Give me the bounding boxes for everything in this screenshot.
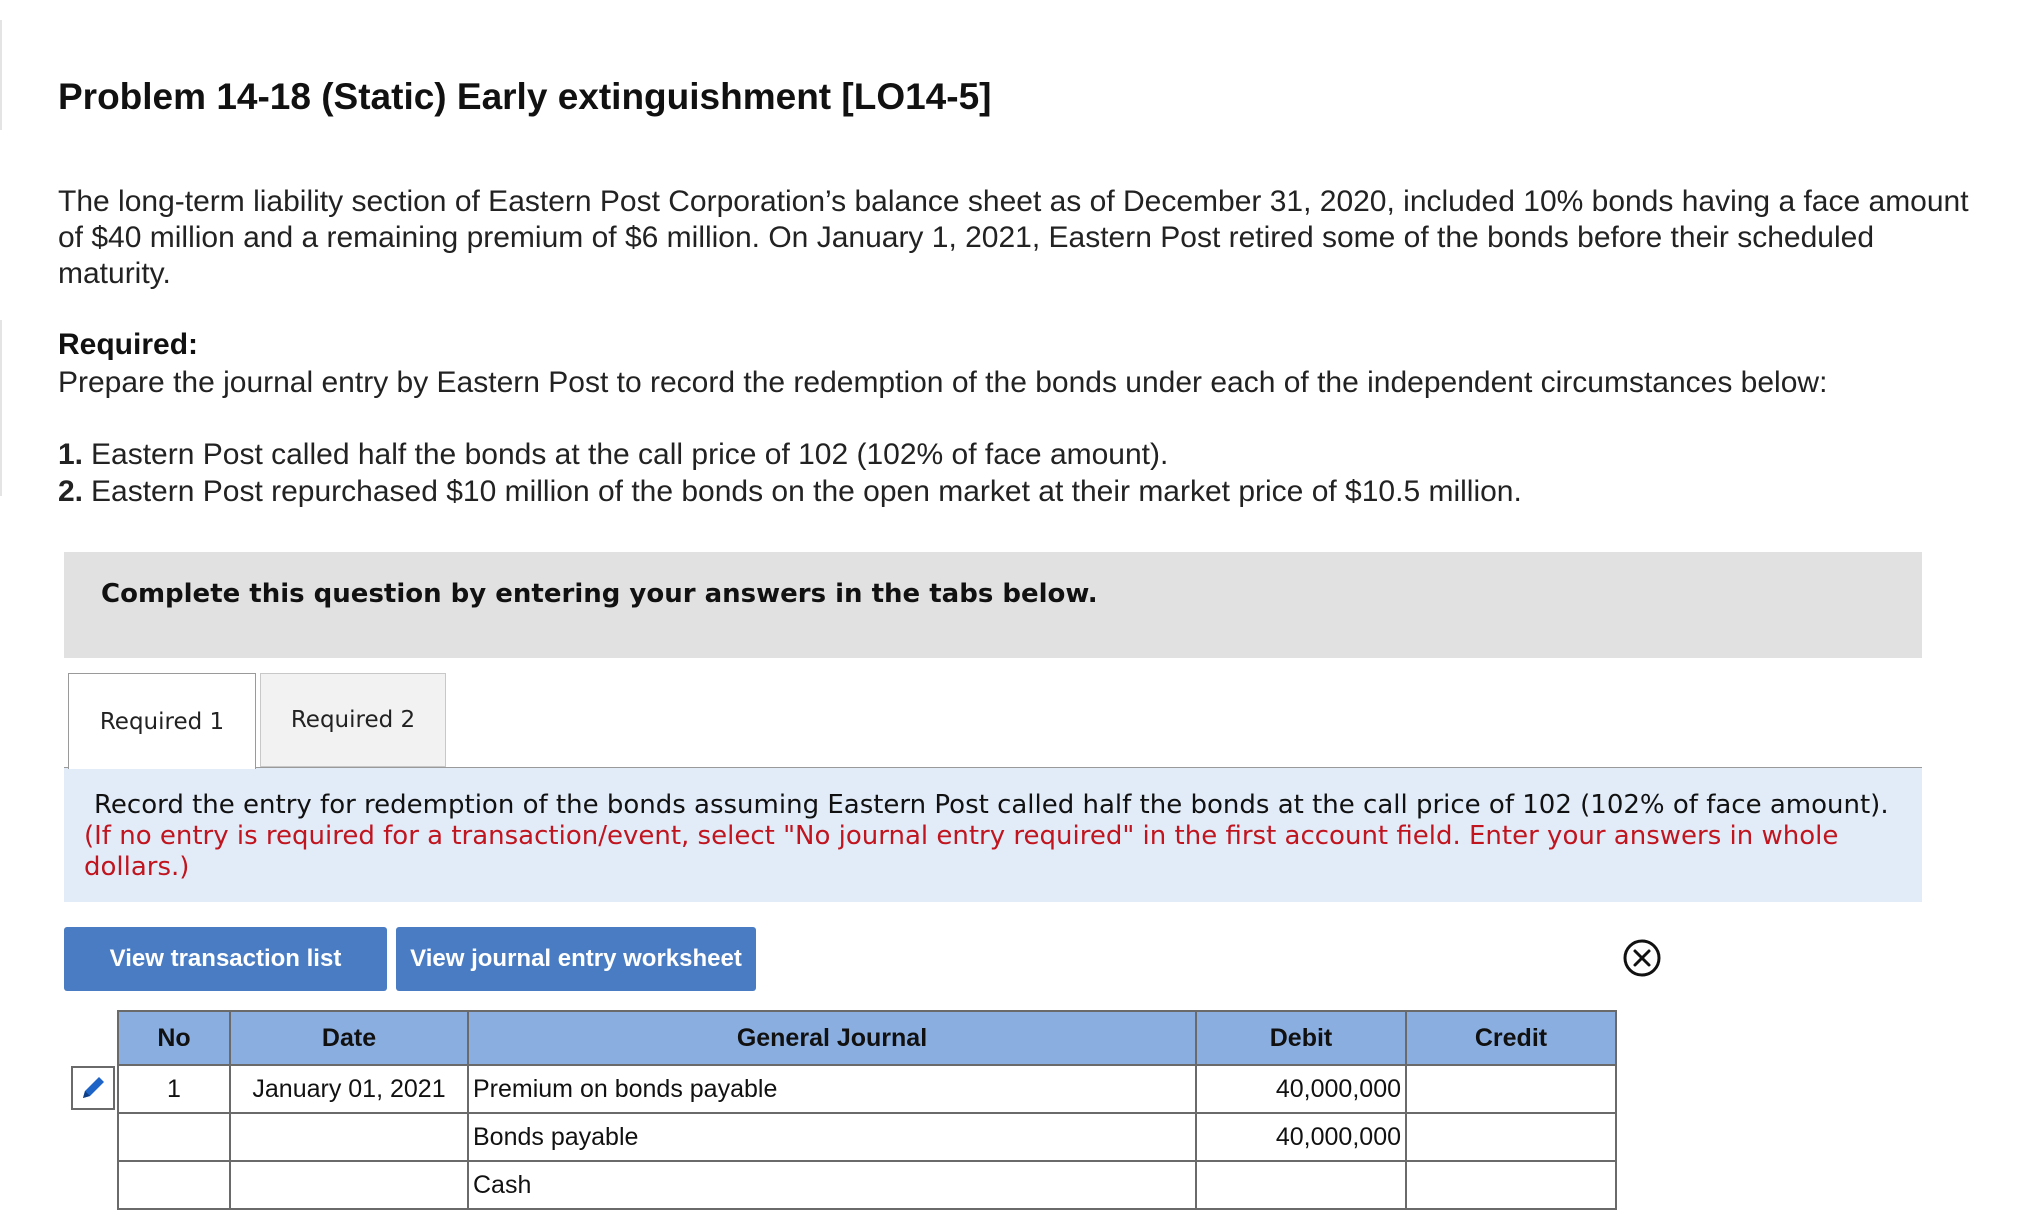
header-date: Date — [230, 1011, 468, 1065]
tab-required-1[interactable] — [68, 673, 256, 769]
instructions-banner — [64, 552, 1922, 658]
entry-number — [118, 1161, 230, 1209]
requirements-list — [58, 436, 1522, 510]
header-credit: Credit — [1406, 1011, 1616, 1065]
table-row — [118, 1065, 1616, 1113]
requirement-text: Eastern Post called half the bonds at the call price of 102 (102% of face amount). — [91, 438, 1169, 471]
debit-cell: 40,000,000 — [1196, 1065, 1406, 1113]
required-heading: Required: — [58, 328, 199, 361]
header-general-journal: General Journal — [468, 1011, 1196, 1065]
view-journal-worksheet-button[interactable]: View journal entry worksheet — [396, 927, 756, 991]
pencil-icon — [77, 1072, 109, 1104]
debit-cell — [1196, 1161, 1406, 1209]
question-hint: (If no entry is required for a transaction/event, select "No journal entry required" in the first account field. Enter your answers in whole dollars.) — [84, 821, 1839, 882]
entry-date — [230, 1113, 468, 1161]
requirement-item — [58, 473, 1522, 510]
entry-date: January 01, 2021 — [230, 1065, 468, 1113]
credit-cell — [1406, 1161, 1616, 1209]
journal-header-row — [118, 1011, 1616, 1065]
edit-entry-button[interactable] — [71, 1066, 115, 1110]
requirement-number: 1. — [58, 438, 84, 471]
credit-cell — [1406, 1065, 1616, 1113]
tab-required-2[interactable] — [260, 673, 446, 767]
table-row — [118, 1161, 1616, 1209]
tab-label: Required 1 — [99, 708, 225, 735]
requirement-item — [58, 436, 1522, 473]
close-circle-icon[interactable] — [1622, 938, 1662, 978]
entry-number — [118, 1113, 230, 1161]
header-no: No — [118, 1011, 230, 1065]
problem-intro: The long-term liability section of Eastern Post Corporation’s balance sheet as of December 31, 2020, included 10% bonds having a face amount of $40 million and a remaining premium of $6 million. On January 1, 2021, Eastern Post retired some of the bonds before their scheduled maturity. — [58, 185, 1969, 290]
requirement-text: Eastern Post repurchased $10 million of the bonds on the open market at their market price of $10.5 million. — [91, 475, 1522, 508]
header-debit: Debit — [1196, 1011, 1406, 1065]
view-transaction-list-button[interactable]: View transaction list — [64, 927, 387, 991]
credit-cell — [1406, 1113, 1616, 1161]
left-margin-rule — [0, 20, 2, 130]
account-cell: Bonds payable — [468, 1113, 1196, 1161]
entry-number: 1 — [118, 1065, 230, 1113]
entry-date — [230, 1161, 468, 1209]
question-text: Record the entry for redemption of the bonds assuming Eastern Post called half the bonds at the call price of 102 (102% of face amount). — [94, 790, 1889, 820]
left-margin-rule — [0, 320, 2, 496]
account-cell: Premium on bonds payable — [468, 1065, 1196, 1113]
requirement-number: 2. — [58, 475, 84, 508]
instructions-text: Complete this question by entering your answers in the tabs below. — [101, 579, 1098, 609]
account-cell: Cash — [468, 1161, 1196, 1209]
required-text: Prepare the journal entry by Eastern Post to record the redemption of the bonds under each of the independent circumstances below: — [58, 366, 1828, 399]
journal-table — [117, 1010, 1617, 1210]
problem-title: Problem 14-18 (Static) Early extinguishment [LO14-5] — [58, 76, 992, 117]
table-row — [118, 1113, 1616, 1161]
question-prompt — [64, 768, 1922, 902]
debit-cell: 40,000,000 — [1196, 1113, 1406, 1161]
tab-label: Required 2 — [290, 707, 416, 733]
